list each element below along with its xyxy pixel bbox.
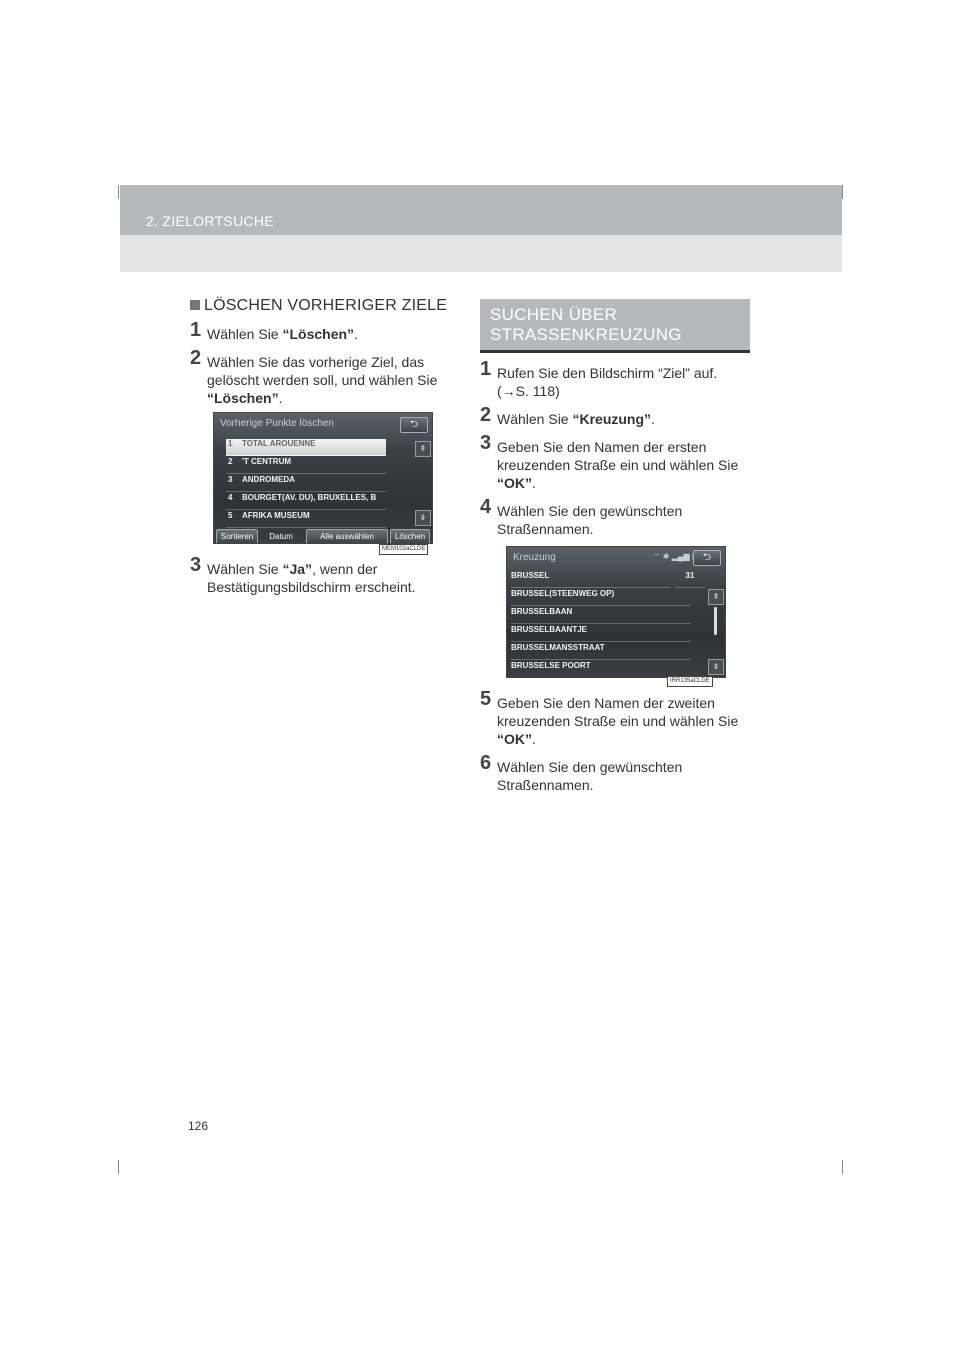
step-emphasis: “OK” xyxy=(497,475,532,491)
list-item[interactable]: 1 TOTAL AROUENNE xyxy=(226,439,386,456)
step xyxy=(480,688,750,748)
step-text: Wählen Sie den gewünschten Straßennamen. xyxy=(497,759,683,793)
list-item[interactable]: BRUSSELSE POORT xyxy=(511,661,691,678)
step-number: 1 xyxy=(190,319,202,341)
heading-line: SUCHEN ÜBER xyxy=(490,305,618,324)
step-emphasis: “Ja” xyxy=(282,561,313,577)
square-bullet-icon xyxy=(190,300,200,310)
image-caption: IRR135aCLDE xyxy=(667,676,713,687)
date-button[interactable]: Datum xyxy=(269,532,293,541)
page-down-icon[interactable]: ⇟ xyxy=(415,510,431,526)
step xyxy=(190,347,462,407)
page-up-icon[interactable]: ⇞ xyxy=(415,441,431,457)
signal-icon: ▂▄▆ xyxy=(671,552,690,561)
list-item[interactable]: BRUSSEL(STEENWEG OP) xyxy=(511,589,691,606)
list-item[interactable]: BRUSSELBAAN xyxy=(511,607,691,624)
step-text: Wählen Sie xyxy=(207,561,283,577)
subheading xyxy=(190,297,462,315)
step xyxy=(480,496,750,538)
heading-line: STRASSENKREUZUNG xyxy=(490,325,682,344)
header-bar xyxy=(120,185,842,235)
status-icons xyxy=(653,552,696,562)
step-text: Geben Sie den Namen der zweiten kreuzenden Straße ein und wählen Sie xyxy=(497,695,739,729)
step-number: 3 xyxy=(480,432,492,454)
scrollbar-thumb[interactable] xyxy=(714,607,717,635)
screen-title: Kreuzung xyxy=(513,552,556,563)
intersection-screen xyxy=(506,546,726,678)
step-text: . xyxy=(532,731,536,747)
list-item[interactable]: 5 AFRIKA MUSEUM xyxy=(226,511,386,528)
step xyxy=(190,319,462,343)
crop-mark xyxy=(842,185,843,199)
step-text: . xyxy=(278,390,283,406)
step-text: Geben Sie den Namen der ersten kreuzenden Straße ein und wählen Sie xyxy=(497,439,739,473)
list-item[interactable]: BRUSSELMANSSTRAAT xyxy=(511,643,691,660)
page-number: 126 xyxy=(188,1119,209,1133)
list-item[interactable]: BRUSSEL xyxy=(511,571,671,588)
list-item[interactable]: BRUSSELBAANTJE xyxy=(511,625,691,642)
wifi-icon: ⌔ xyxy=(653,552,661,561)
step-number: 2 xyxy=(480,404,492,426)
result-count: 31 xyxy=(675,571,705,588)
subheading-text: LÖSCHEN VORHERIGER ZIELE xyxy=(204,297,448,314)
list-item[interactable]: 3 ANDROMEDA xyxy=(226,475,386,492)
step xyxy=(480,404,750,428)
step-number: 3 xyxy=(190,554,202,576)
step-emphasis: “Löschen” xyxy=(207,390,279,406)
crop-mark xyxy=(118,185,119,199)
back-arrow-icon[interactable]: ⮌ xyxy=(400,417,428,433)
step-text: . xyxy=(651,411,655,427)
step-text: Wählen Sie xyxy=(207,326,283,342)
left-column xyxy=(190,297,462,407)
bluetooth-icon: ✱ xyxy=(662,552,670,561)
step-number: 4 xyxy=(480,496,492,518)
step-number: 1 xyxy=(480,358,492,380)
delete-button[interactable]: Löschen xyxy=(390,529,430,544)
step-number: 2 xyxy=(190,347,202,369)
section-title: 2. ZIELORTSUCHE xyxy=(146,213,274,229)
step xyxy=(480,432,750,492)
step xyxy=(190,554,462,596)
step-text: Wählen Sie das vorherige Ziel, das gelöscht werden soll, und wählen Sie xyxy=(207,354,438,388)
step-emphasis: “Löschen” xyxy=(282,326,355,342)
back-arrow-icon[interactable]: ⮌ xyxy=(693,550,721,566)
step xyxy=(480,752,750,794)
delete-previous-screen xyxy=(213,412,433,544)
header-band xyxy=(120,185,842,272)
step-emphasis: “Kreuzung” xyxy=(572,411,652,427)
list-item[interactable]: 4 BOURGET(AV. DU), BRUXELLES, B xyxy=(226,493,386,510)
step xyxy=(480,358,750,400)
right-column-lower xyxy=(480,688,750,794)
step-number: 5 xyxy=(480,688,492,710)
crop-mark xyxy=(842,1160,843,1174)
page-down-icon[interactable]: ⇟ xyxy=(708,659,724,675)
step-text: Wählen Sie den gewünschten Straßennamen. xyxy=(497,503,683,537)
sort-button[interactable]: Sortieren xyxy=(216,529,258,544)
step-number: 6 xyxy=(480,752,492,774)
step-text: . xyxy=(532,475,536,491)
step-text: Wählen Sie xyxy=(497,411,573,427)
screen-title: Vorherige Punkte löschen xyxy=(220,418,334,429)
step-text: . xyxy=(354,326,358,342)
step-text: , wenn der Bestätigungsbildschirm erscheint. xyxy=(207,561,416,595)
list-item[interactable]: 2 'T CENTRUM xyxy=(226,457,386,474)
section-heading xyxy=(480,299,750,353)
right-column xyxy=(480,358,750,538)
step-text: Rufen Sie den Bildschirm “Ziel” auf. (→S. 118) xyxy=(497,365,718,399)
image-caption: MEM102aCLDE xyxy=(379,544,428,555)
crop-mark xyxy=(118,1160,119,1174)
select-all-button[interactable]: Alle auswählen xyxy=(306,529,388,544)
left-column-lower xyxy=(190,554,462,596)
step-emphasis: “OK” xyxy=(497,731,532,747)
page-up-icon[interactable]: ⇞ xyxy=(708,589,724,605)
